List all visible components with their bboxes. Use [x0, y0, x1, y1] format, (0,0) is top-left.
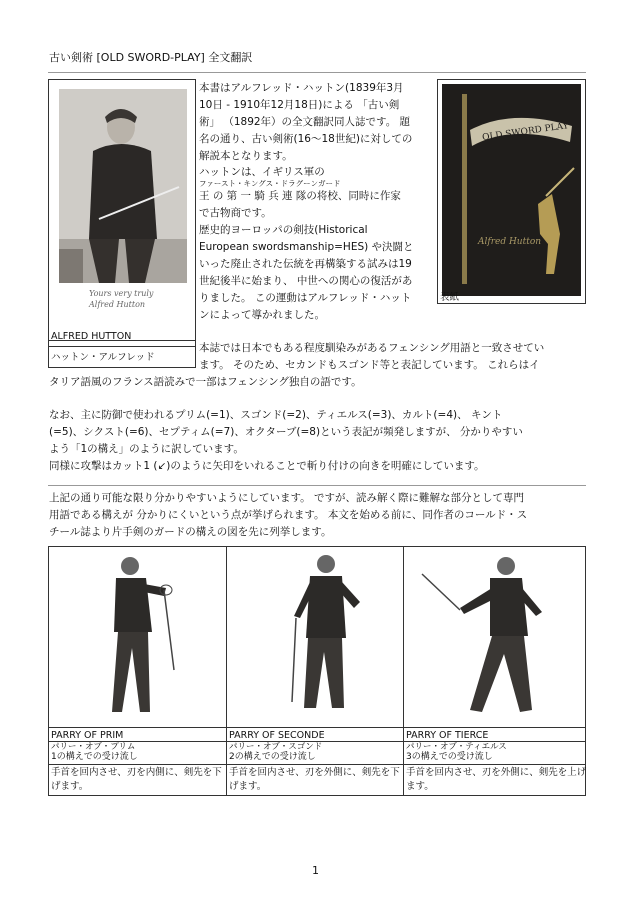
signature: Yours very truly Alfred Hutton: [89, 289, 154, 309]
cover-image: [442, 84, 581, 296]
para4-line: 上記の通り可能な限り分かりやすいようにしています。 ですが、読み解く際に難解な部分として専門: [49, 492, 524, 504]
parry-seconde-sub: 2の構えでの受け流し: [229, 752, 316, 762]
intro-line: 本書はアルフレッド・ハットン(1839年3月: [199, 82, 404, 94]
portrait-photo: [59, 89, 187, 283]
intro-line: いった廃止された伝統を再構築する試みは19: [199, 258, 412, 270]
page-title: 古い剣術 [OLD SWORD-PLAY] 全文翻訳: [49, 51, 253, 64]
portrait-name-en-cell: [48, 327, 196, 347]
intro-line: で古物商です。: [199, 207, 272, 219]
portrait-name-jp-cell: [48, 346, 196, 368]
cover-caption: 表紙: [440, 292, 460, 303]
ruby-text: ファースト・キングス・ドラグーンガード: [199, 179, 341, 188]
para3-line: 同様に攻撃はカット1 (↙)のように矢印をいれることで斬り付けの向きを明確にしています。: [49, 460, 485, 472]
para2-line: タリア語風のフランス語読みで一部はフェンシング独自の語です。: [49, 376, 362, 388]
para4: [49, 490, 594, 541]
intro-line: 解説本となります。: [199, 150, 293, 162]
intro-line: 世紀後半に始まり、 中世への関心の復活があ: [199, 275, 413, 287]
intro-line: 歴史的ヨーロッパの剣技(Historical: [199, 224, 368, 236]
para3: [49, 407, 594, 475]
para2-line: 本誌では日本でもある程度馴染みがあるフェンシング用語と一致させてい: [199, 342, 545, 354]
parry-prim-figure: [90, 552, 190, 722]
parry-prim-title: PARRY OF PRIM: [51, 730, 124, 741]
parry-seconde-desc: 手首を回内させ、刃を外側に、剣先を下 げます。: [229, 767, 400, 792]
intro-line: ハットンは、イギリス軍の: [199, 166, 325, 178]
header-divider: [48, 72, 586, 73]
parry-prim-jp: パリー・オブ・プリム: [51, 742, 136, 752]
para2: [199, 340, 589, 374]
parry-tierce-sub: 3の構えでの受け流し: [406, 752, 493, 762]
para4-line: チール誌より片手剣のガードの構えの図を先に列挙します。: [49, 526, 332, 538]
intro-line: ンによって導かれました。: [199, 309, 325, 321]
parry-tierce-title: PARRY OF TIERCE: [406, 730, 489, 741]
portrait-name-en: ALFRED HUTTON: [51, 331, 132, 342]
intro-line: European swordsmanship=HES) や決闘と: [199, 241, 414, 253]
cover-author: Alfred Hutton: [478, 237, 542, 247]
para2-line: ます。 そのため、セカンドもスゴンド等と表記しています。 これらはイ: [199, 359, 540, 371]
intro-line: りました。 この運動はアルフレッド・ハット: [199, 292, 412, 304]
intro-line: 術」 （1892年）の全文翻訳同人誌です。 題: [199, 116, 411, 128]
parry-seconde-title: PARRY OF SECONDE: [229, 730, 325, 741]
portrait-name-jp: ハットン・アルフレッド: [51, 352, 155, 363]
intro-line: 10日 - 1910年12月18日)による 「古い剣: [199, 99, 400, 111]
parry-tierce-desc: 手首を回内させ、刃を外側に、剣先を上げ ます。: [406, 767, 587, 792]
cover-title: OLD SWORD PLAY: [481, 121, 570, 144]
para3-line: よう「1の構え」のように訳しています。: [49, 443, 244, 455]
parry-prim-desc: 手首を回内させ、刃を内側に、剣先を下 げます。: [51, 767, 222, 792]
section-divider: [48, 485, 586, 486]
parry-tierce-figure: [420, 552, 560, 722]
intro-line: 王 の 第 一 騎 兵 連 隊の将校、同時に作家: [199, 190, 401, 202]
cover-frame: [437, 79, 586, 304]
para3-line: なお、主に防御で使われるプリム(=1)、スゴンド(=2)、ティエルス(=3)、カルト(=4)、 キント: [49, 409, 503, 421]
intro-line: 名の通り、古い剣術(16〜18世紀)に対しての: [199, 133, 413, 145]
parry-seconde-figure: [276, 552, 376, 722]
portrait-frame: [48, 79, 196, 341]
para3-line: (=5)、シクスト(=6)、セプティム(=7)、オクターブ(=8)という表記が頻発しますが、 分かりやすい: [49, 426, 523, 438]
parry-seconde-jp: パリー・オブ・スゴンド: [229, 742, 323, 752]
page-number: 1: [312, 864, 319, 877]
parry-tierce-jp: パリー・オブ・ティエルス: [406, 742, 507, 752]
intro-text: [199, 80, 437, 324]
para4-line: 用語である構えが 分かりにくいという点が挙げられます。 本文を始める前に、同作者のコールド・ス: [49, 509, 528, 521]
parry-prim-sub: 1の構えでの受け流し: [51, 752, 138, 762]
